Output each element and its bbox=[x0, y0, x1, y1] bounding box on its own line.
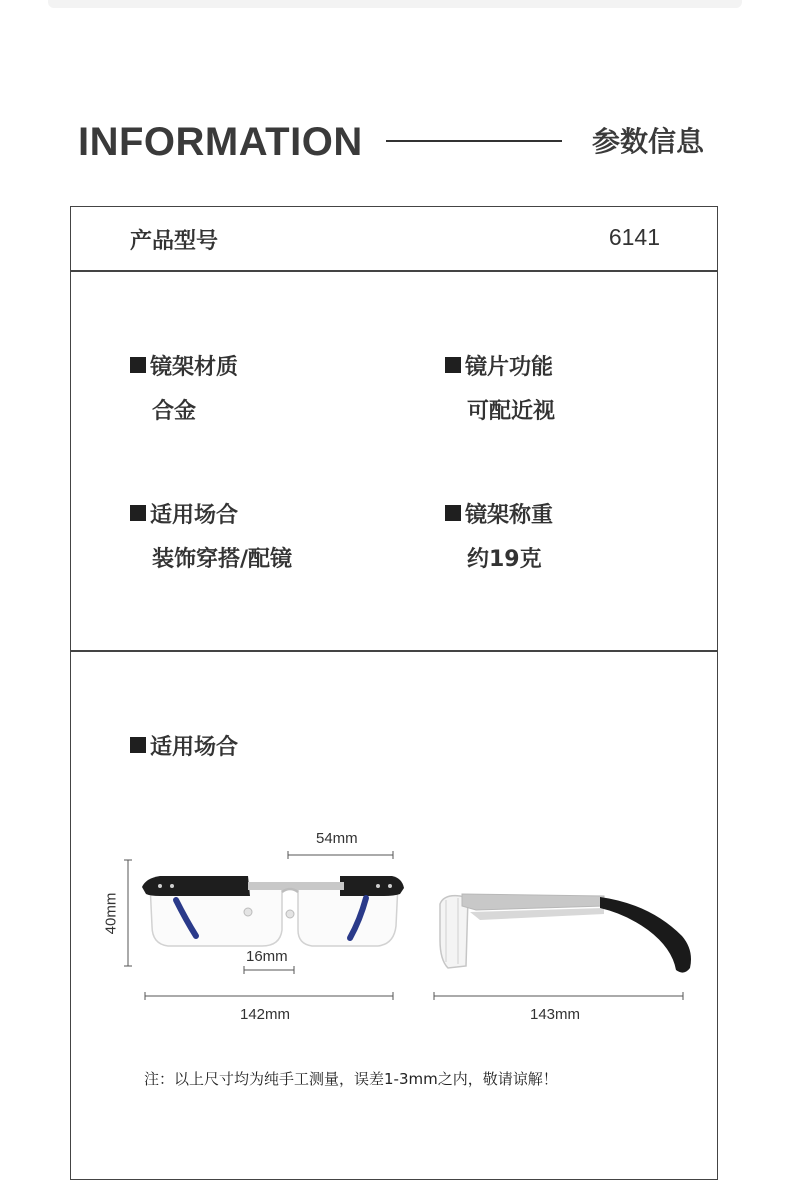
bridge-width-label: 16mm bbox=[246, 948, 288, 965]
side-view-glasses bbox=[440, 894, 691, 973]
spec-value: 合金 bbox=[152, 399, 197, 424]
spec-label: 适用场合 bbox=[150, 502, 239, 528]
spec-label: 镜片功能 bbox=[465, 354, 554, 380]
spec-value: 可配近视 bbox=[467, 399, 556, 424]
lens-height-label: 40mm bbox=[102, 892, 120, 935]
frame-width-label: 142mm bbox=[240, 1006, 291, 1023]
model-label: 产品型号 bbox=[130, 229, 219, 254]
spec-label: 镜架称重 bbox=[465, 502, 554, 528]
information-heading: INFORMATION bbox=[78, 120, 363, 164]
measurement-note: 注：以上尺寸均为纯手工测量，误差1-3mm之内，敬请谅解！ bbox=[144, 1070, 558, 1088]
spec-value: 装饰穿搭/配镜 bbox=[152, 547, 293, 572]
front-view-glasses bbox=[142, 876, 404, 946]
lens-width-label: 54mm bbox=[316, 830, 358, 847]
heading-cn: 参数信息 bbox=[592, 125, 705, 158]
section-label: 适用场合 bbox=[150, 734, 239, 760]
model-value: 6141 bbox=[608, 224, 660, 250]
spec-value: 约19克 bbox=[467, 547, 542, 572]
temple-length-label: 143mm bbox=[530, 1006, 581, 1023]
spec-label: 镜架材质 bbox=[150, 354, 239, 380]
